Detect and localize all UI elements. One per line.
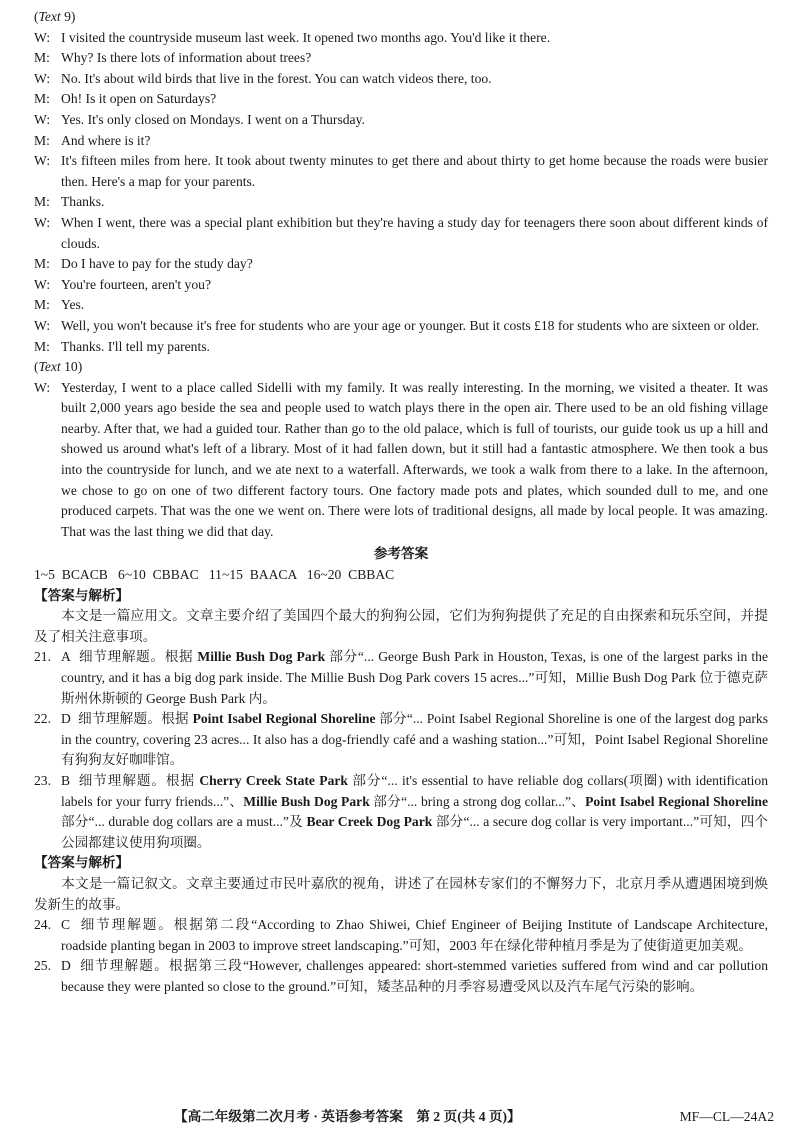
question-explanation-item xyxy=(34,956,768,997)
speaker-label: W: xyxy=(34,379,51,395)
question-23 xyxy=(34,771,768,853)
question-explanation xyxy=(61,709,768,771)
dialogue-text: Thanks. I'll tell my parents. xyxy=(61,338,210,354)
question-explanation xyxy=(61,956,768,997)
speaker-label: M: xyxy=(34,194,50,210)
dialogue-text: Yesterday, I went to a place called Sidelli with my family. It was really interesting. In the morning, we visited a theater. It was built 2,000 years ago beside the sea and people used to watch plays there in the open air. There used to be an old fishing village nearby. After that, we had a guided tour. Rather than go to the old palace, which is full of tourists, our guide took us up a hill and showed us around what's left of a library. Most of it had fallen down, but it still had a fantastic atmosphere. We then took a bus into the countryside for lunch, and we ate next to a waterfall. Afterwards, we took a walk from there to a lake. In the afternoon, we chose to go on one of two different factory tours. One factory made pots and plates, which sounded dull to me, and one produced carpets. That was the one we went on. There were lots of traditional designs, all made by local people. It was amazing. That was the last thing we did that day. xyxy=(61,379,768,539)
dialogue-text: Yes. It's only closed on Mondays. I went on a Thursday. xyxy=(61,111,365,127)
question-explanation: B 细节理解题。根据 Cherry Creek State Park 部分“... it's essential to have reliable dog collars(项圈) with identification labels for your furry friends...”、Millie Bush Dog Park 部分“... bring a strong dog collar...”、Point Isabel Regional Shoreline 部分“... durable dog collars are a must...”及 Bear Creek Dog Park 部分“... a secure dog collar is very important...”可知，四个公园都建议使用狗项圈。 xyxy=(61,772,769,850)
dialogue-line xyxy=(34,28,768,49)
explanation-text: 部分“... Point Isabel Regional Shoreline is one of the largest dog parks in the country, covering 23 acres... It also has a dog-friendly café and a washing station...”可知，Point Isabel Regional Shoreline 有狗狗友好咖啡馆。 xyxy=(61,711,769,768)
answer-letter: D xyxy=(61,711,71,727)
question-explanation-item xyxy=(34,915,768,956)
dialogue-line xyxy=(34,48,768,69)
question-type: 细节理解题。根据 xyxy=(78,711,189,727)
park-name: Millie Bush Dog Park xyxy=(197,649,326,665)
text-9-label: (Text 9) xyxy=(34,9,76,24)
question-explanation-item xyxy=(34,647,768,709)
question-number: 23. xyxy=(34,772,51,788)
question-explanation xyxy=(61,915,768,956)
answers-title: 参考答案 xyxy=(373,546,429,562)
speaker-label: M: xyxy=(34,338,50,354)
answer-group xyxy=(209,567,297,582)
dialogue-text: Do I have to pay for the study day? xyxy=(61,256,253,272)
dialogue-line xyxy=(34,316,768,337)
answer-letters: CBBAC xyxy=(348,567,395,583)
answer-range: 1~5 xyxy=(34,567,55,583)
dialogue-line xyxy=(34,254,768,275)
question-number: 24. xyxy=(34,917,51,933)
dialogue-line xyxy=(34,131,768,152)
dialogue-text: No. It's about wild birds that live in the forest. You can watch videos there, too. xyxy=(61,70,492,86)
dialogue-text: Thanks. xyxy=(61,194,105,210)
explanation-text: 细节理解题。根据第三段“However, challenges appeared: short-stemmed varieties suffered from wind and car pollution because they were planted so close to the ground.”可知，矮茎品种的月季容易遭受风以及汽车尾气污染的影响。 xyxy=(61,958,769,994)
speaker-label: M: xyxy=(34,256,50,272)
speaker-label: M: xyxy=(34,50,50,66)
dialogue-text: Yes. xyxy=(61,297,85,313)
dialogue-line xyxy=(34,337,768,358)
dialogue-line xyxy=(34,213,768,254)
answer-group xyxy=(307,567,394,582)
analysis-items-1 xyxy=(34,647,768,771)
analysis-heading-1: 【答案与解析】 xyxy=(34,587,130,603)
question-number: 25. xyxy=(34,958,51,974)
analysis-heading-2: 【答案与解析】 xyxy=(34,855,130,871)
question-type: 细节理解题。根据 xyxy=(79,649,194,665)
dialogue-line xyxy=(34,89,768,110)
answer-letter: A xyxy=(61,649,71,665)
speaker-label: W: xyxy=(34,317,51,333)
speaker-label: M: xyxy=(34,297,50,313)
question-number: 22. xyxy=(34,711,51,727)
park-name: Point Isabel Regional Shoreline xyxy=(192,711,376,727)
answer-group xyxy=(34,567,108,582)
dialogue-text: Why? Is there lots of information about trees? xyxy=(61,50,312,66)
speaker-label: W: xyxy=(34,70,51,86)
speaker-label: M: xyxy=(34,91,50,107)
text-9-dialogue xyxy=(34,28,768,358)
answer-group xyxy=(118,567,199,582)
speaker-label: M: xyxy=(34,132,50,148)
answer-range: 11~15 xyxy=(208,567,243,583)
text-10-monologue xyxy=(34,378,768,543)
dialogue-text: I visited the countryside museum last week. It opened two months ago. You'd like it there. xyxy=(61,29,551,45)
answer-range: 6~10 xyxy=(118,567,146,583)
answer-key-line xyxy=(34,565,768,586)
answer-letter: D xyxy=(61,958,71,974)
dialogue-text: You're fourteen, aren't you? xyxy=(61,276,211,292)
dialogue-line xyxy=(34,295,768,316)
explanation-text: 部分“... George Bush Park in Houston, Texas, is one of the largest parks in the country, and it has a big dog park inside. The Millie Bush Dog Park covers 15 acres...”可知，Millie Bush Dog Park 位于德克萨斯州休斯顿的 George Bush Park 内。 xyxy=(61,649,768,706)
analysis-intro-2: 本文是一篇记叙文。文章主要通过市民叶嘉欣的视角，讲述了在园林专家们的不懈努力下，北京月季从遭遇困境到焕发新生的故事。 xyxy=(34,875,768,912)
dialogue-line xyxy=(34,69,768,90)
analysis-intro-1: 本文是一篇应用文。文章主要介绍了美国四个最大的狗狗公园，它们为狗狗提供了充足的自由探索和玩乐空间，并提及了相关注意事项。 xyxy=(34,608,768,644)
question-explanation xyxy=(61,647,768,709)
text-10-label: (Text 10) xyxy=(34,359,83,375)
footer-code: MF—CL—24A2 xyxy=(679,1109,774,1124)
answer-letters: BAACA xyxy=(249,567,297,583)
dialogue-line xyxy=(34,192,768,213)
answer-range: 16~20 xyxy=(306,567,342,583)
answer-letters: BCACB xyxy=(61,567,108,583)
explanation-text: 细节理解题。根据第二段“According to Zhao Shiwei, Chief Engineer of Beijing Institute of Landscape Architecture, roadside planting began in 2003 to improve street landscaping.”可知，2003 年在绿化带种植月季是为了使街道更加美观。 xyxy=(61,917,769,953)
dialogue-line xyxy=(34,275,768,296)
dialogue-text: When I went, there was a special plant exhibition but they're having a study day for teenagers there soon about different kinds of clouds. xyxy=(61,214,768,251)
answer-letters: CBBAC xyxy=(152,567,199,583)
analysis-items-2 xyxy=(34,915,768,997)
question-number: 21. xyxy=(34,649,51,665)
dialogue-line xyxy=(34,151,768,192)
speaker-label: W: xyxy=(34,29,51,45)
speaker-label: W: xyxy=(34,214,51,230)
speaker-label: W: xyxy=(34,153,51,169)
question-explanation-item xyxy=(34,709,768,771)
answer-letter: C xyxy=(61,917,71,933)
dialogue-text: And where is it? xyxy=(61,132,151,148)
dialogue-text: Well, you won't because it's free for students who are your age or younger. But it costs £18 for students who are sixteen or older. xyxy=(61,317,760,333)
page-content xyxy=(34,7,768,998)
footer-title: 【高二年级第二次月考 · 英语参考答案 第 2 页(共 4 页)】 xyxy=(174,1109,521,1124)
speaker-label: W: xyxy=(34,111,51,127)
dialogue-line xyxy=(34,378,768,543)
dialogue-text: It's fifteen miles from here. It took about twenty minutes to get there and about thirty to get home because the roads were busier then. Here's a map for your parents. xyxy=(61,153,768,189)
dialogue-text: Oh! Is it open on Saturdays? xyxy=(61,91,217,107)
dialogue-line xyxy=(34,110,768,131)
speaker-label: W: xyxy=(34,276,51,292)
page-footer xyxy=(34,1107,774,1129)
